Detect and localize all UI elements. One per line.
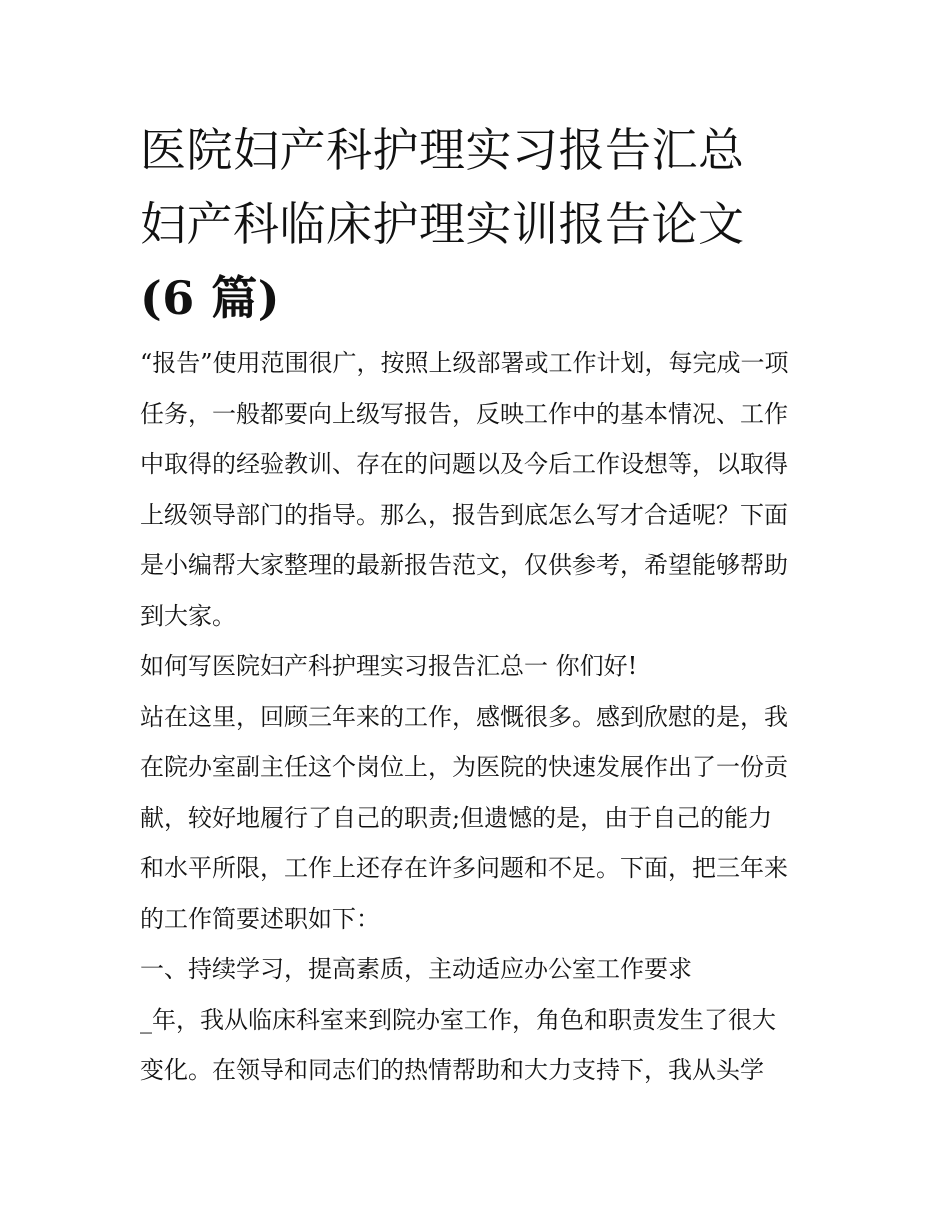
title-line-1: 医院妇产科护理实习报告汇总	[140, 123, 745, 177]
review-line-4: 和水平所限，工作上还存在许多问题和不足。下面，把三年来	[140, 854, 788, 882]
review-line-3: 献，较好地履行了自己的职责;但遗憾的是，由于自己的能力	[140, 803, 773, 832]
intro-line-3: 中取得的经验教训、存在的问题以及今后工作设想等，以取得	[140, 450, 788, 478]
review-line-2: 在院办室副主任这个岗位上，为医院的快速发展作出了一份贡	[140, 753, 788, 781]
document-page	[140, 113, 812, 1096]
subheading-line: 一、持续学习，提高素质，主动适应办公室工作要求	[140, 955, 692, 983]
body-line-2: 变化。在领导和同志们的热情帮助和大力支持下，我从头学	[140, 1056, 764, 1084]
body-line-1: _年，我从临床科室来到院办室工作，角色和职责发生了很大	[140, 1005, 776, 1034]
title-line-2: 妇产科临床护理实训报告论文	[140, 197, 745, 251]
title-line-3: (6 篇)	[140, 271, 281, 325]
subheading-paragraph	[140, 944, 812, 995]
intro-paragraph	[140, 338, 812, 641]
intro-line-1: “报告”使用范围很广，按照上级部署或工作计划，每完成一项	[140, 349, 789, 377]
intro-line-4: 上级领导部门的指导。那么，报告到底怎么写才合适呢？下面	[140, 500, 788, 529]
intro-line-6: 到大家。	[140, 601, 236, 630]
intro-line-2: 任务，一般都要向上级写报告，反映工作中的基本情况、工作	[140, 399, 788, 428]
body-paragraph	[140, 995, 812, 1096]
review-paragraph	[140, 692, 812, 945]
section-heading-line: 如何写医院妇产科护理实习报告汇总一 你们好!	[140, 652, 638, 680]
review-line-5: 的工作简要述职如下：	[140, 904, 380, 933]
section-heading-paragraph	[140, 641, 812, 692]
intro-line-5: 是小编帮大家整理的最新报告范文，仅供参考，希望能够帮助	[140, 551, 788, 579]
review-line-1: 站在这里，回顾三年来的工作，感慨很多。感到欣慰的是，我	[140, 702, 788, 731]
document-title	[140, 113, 812, 335]
